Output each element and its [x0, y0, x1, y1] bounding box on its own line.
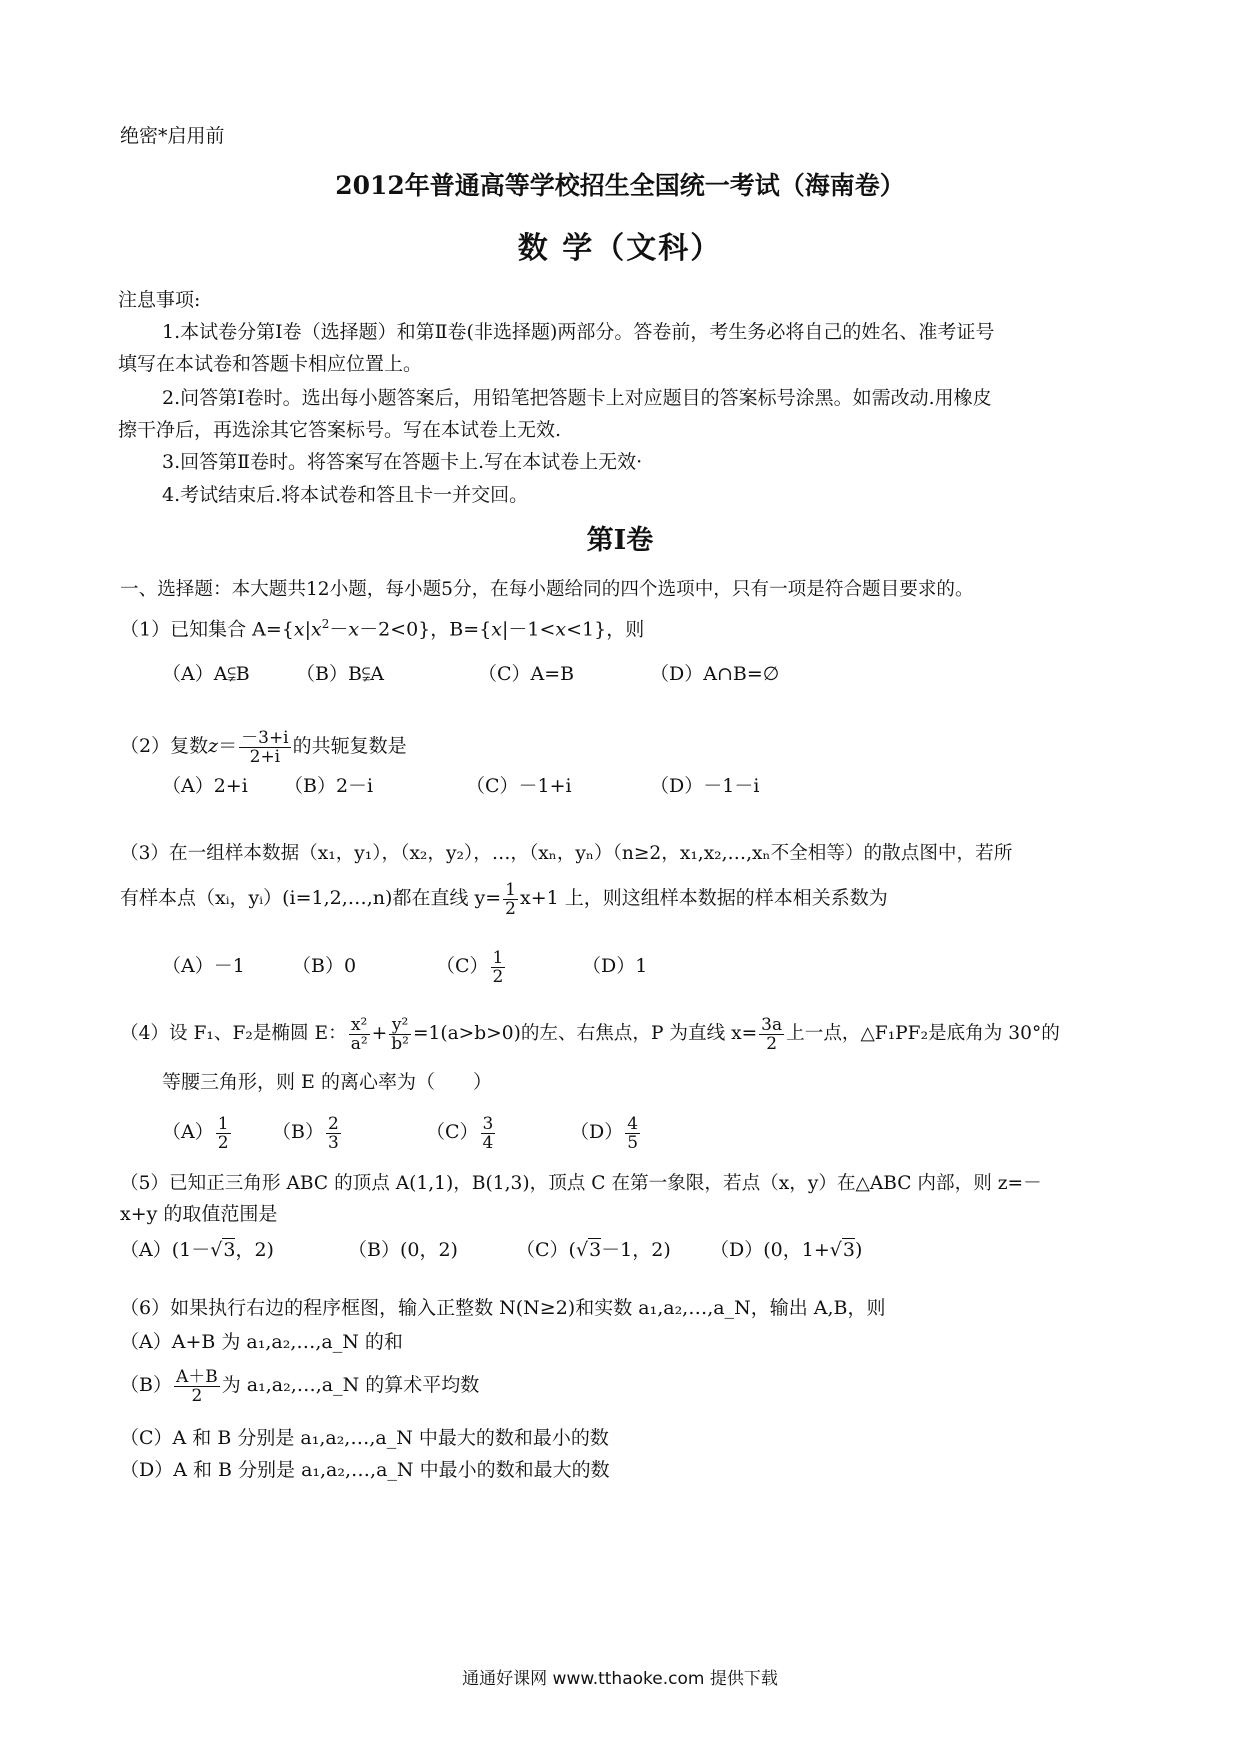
q1-option-a: （A）A⫋B: [162, 663, 250, 685]
q4-b-denominator: 3: [327, 1132, 339, 1153]
q3-c-denominator: 2: [492, 966, 504, 987]
q4-option-b: [272, 1106, 343, 1158]
q4-fraction-x: [349, 1016, 370, 1053]
note-1-line-2: 填写在本试卷和答题卡相应位置上。: [118, 353, 423, 375]
sqrt-symbol: √3: [575, 1239, 602, 1261]
q4-text: （4）设 F₁、F₂是椭圆 E：: [120, 1023, 347, 1044]
q4-d-numerator: 4: [627, 1113, 639, 1134]
q5-a-text: （A）(1－: [120, 1239, 211, 1261]
question-4-stem: [120, 1006, 1060, 1062]
q3-denominator: 2: [505, 898, 516, 919]
part-1-heading: 第Ⅰ卷: [586, 525, 654, 556]
q4-option-a: [162, 1106, 233, 1158]
q4-denominator: b²: [391, 1033, 409, 1054]
q4-a-denominator: 2: [217, 1132, 229, 1153]
q3-c-numerator: 1: [492, 947, 504, 968]
q4-option-c: [426, 1106, 497, 1158]
q6-option-b: [120, 1360, 479, 1410]
q1-option-b: （B）B⫋A: [296, 663, 385, 685]
q4-text: +: [371, 1023, 388, 1044]
q4-c-fraction: [481, 1115, 496, 1152]
q3-option-c: [436, 940, 507, 992]
q4-d-denominator: 5: [627, 1132, 639, 1153]
q5-option-c: [516, 1238, 671, 1262]
q4-a-fraction: [216, 1115, 231, 1152]
q5-a-text: ，2): [235, 1239, 274, 1261]
subject-title: 数 学（文科）: [517, 231, 723, 266]
q6-b-label: （B）: [120, 1374, 172, 1396]
q1-sup: 2: [321, 617, 330, 631]
q1-var: x: [555, 618, 567, 641]
q2-text: （2）复数: [120, 735, 209, 757]
question-3-line-1: （3）在一组样本数据（x₁，y₁），（x₂，y₂），…，（xₙ，yₙ）（n≥2，x₁,x₂,…,xₙ不全相等）的散点图中，若所: [120, 843, 1013, 864]
q3-fraction: [503, 881, 518, 918]
note-1-line-1: 1.本试卷分第Ⅰ卷（选择题）和第Ⅱ卷(非选择题)两部分。答卷前，考生务必将自己的姓名、准考证号: [162, 321, 995, 343]
q3-text: x+1 上，则这组样本数据的样本相关系数为: [519, 887, 888, 909]
q4-option-d: [570, 1106, 642, 1158]
q4-b-numerator: 2: [327, 1113, 339, 1134]
question-4-line-2: 等腰三角形，则 E 的离心率为（ ）: [162, 1071, 492, 1093]
q4-b-label: （B）: [272, 1121, 324, 1143]
q4-a-numerator: 1: [217, 1113, 229, 1134]
q5-option-a: [120, 1238, 274, 1262]
q1-text: <1}，则: [566, 618, 645, 641]
q4-c-numerator: 3: [482, 1113, 494, 1134]
q3-text: 有样本点（xᵢ，yᵢ）(i=1,2,…,n)都在直线 y=: [120, 887, 502, 909]
q4-fraction-y: [389, 1016, 411, 1053]
q5-c-radicand: 3: [589, 1239, 602, 1261]
q5-d-text: ): [854, 1239, 863, 1261]
q3-c-label: （C）: [436, 955, 489, 977]
q3-c-fraction: [491, 949, 506, 986]
q4-denominator: 2: [766, 1033, 778, 1054]
notes-heading: 注息事项:: [118, 289, 201, 311]
sqrt-symbol: √3: [829, 1239, 855, 1261]
q2-text: 的共轭复数是: [292, 735, 407, 757]
q4-numerator: 3a: [761, 1014, 783, 1035]
q5-c-text: －1，2): [601, 1239, 671, 1261]
q1-var: x: [310, 618, 322, 641]
q1-text: |－1<: [501, 618, 556, 641]
page-footer: 通通好课网 www.tthaoke.com 提供下载: [462, 1669, 778, 1689]
q1-text: |: [304, 618, 311, 641]
q5-option-d: [710, 1238, 862, 1262]
q2-text: ＝: [218, 735, 238, 757]
q4-c-label: （C）: [426, 1121, 479, 1143]
q2-fraction: [239, 729, 291, 766]
q2-numerator: －3+i: [241, 727, 289, 748]
q6-b-denominator: 2: [191, 1385, 203, 1406]
note-4: 4.考试结束后.将本试卷和答且卡一并交回。: [162, 484, 529, 506]
q4-denominator: a²: [350, 1033, 368, 1054]
q1-text: －: [329, 618, 349, 641]
q5-d-text: （D）(0，1+: [710, 1239, 830, 1261]
q4-d-label: （D）: [570, 1121, 624, 1143]
q4-d-fraction: [625, 1115, 640, 1152]
q6-b-text: 为 a₁,a₂,…,a_N 的算术平均数: [221, 1374, 480, 1396]
question-3-line-2: [120, 872, 888, 924]
note-2-line-1: 2.问答第Ⅰ卷时。选出每小题答案后，用铅笔把答题卡上对应题目的答案标号涂黑。如需改动.用橡皮: [162, 387, 992, 409]
q2-option-b: （B）2－i: [284, 775, 374, 797]
q4-b-fraction: [326, 1115, 341, 1152]
q4-text: 上一点，△F₁PF₂是底角为 30°的: [786, 1023, 1060, 1044]
sqrt-symbol: √3: [210, 1239, 236, 1261]
q2-option-c: （C）－1+i: [466, 775, 572, 797]
q2-var: z: [208, 735, 219, 757]
note-3: 3.回答第Ⅱ卷时。将答案写在答题卡上.写在本试卷上无效·: [162, 451, 643, 473]
q4-c-denominator: 4: [482, 1132, 494, 1153]
q5-c-text: （C）(: [516, 1239, 576, 1261]
question-2-stem: [120, 716, 407, 776]
q6-option-c: （C）A 和 B 分别是 a₁,a₂,…,a_N 中最大的数和最小的数: [120, 1427, 609, 1449]
secret-label: 绝密*启用前: [120, 125, 225, 147]
q3-option-a: （A）－1: [162, 955, 245, 977]
q6-b-numerator: A＋B: [175, 1366, 218, 1387]
question-5-line-2: x+y 的取值范围是: [120, 1203, 278, 1225]
q5-option-b: （B）(0，2): [348, 1239, 458, 1261]
exam-title: 2012年普通高等学校招生全国统一考试（海南卷）: [335, 171, 905, 200]
q1-text: －2<0}，B={: [359, 618, 492, 641]
q6-option-d: （D）A 和 B 分别是 a₁,a₂,…,a_N 中最小的数和最大的数: [120, 1459, 610, 1481]
q6-b-fraction: [174, 1368, 220, 1405]
q6-option-a: （A）A+B 为 a₁,a₂,…,a_N 的和: [120, 1331, 403, 1353]
section-instructions: 一、选择题：本大题共12小题，每小题5分，在每小题给同的四个选项中，只有一项是符合题目要求的。: [120, 579, 974, 600]
q1-option-c: （C）A=B: [478, 663, 575, 685]
question-6-stem: （6）如果执行右边的程序框图，输入正整数 N(N≥2)和实数 a₁,a₂,…,a_N，输出 A,B，则: [120, 1297, 886, 1319]
q3-numerator: 1: [505, 879, 516, 900]
q2-denominator: 2+i: [249, 746, 281, 767]
q1-var: x: [491, 618, 502, 641]
q1-option-d: （D）A∩B=∅: [650, 663, 780, 685]
q4-numerator: y²: [389, 1016, 411, 1035]
q2-option-a: （A）2+i: [162, 775, 248, 797]
q3-option-b: （B）0: [292, 955, 357, 977]
q1-var: x: [293, 618, 305, 641]
q4-fraction-line: [759, 1016, 784, 1053]
q3-option-d: （D）1: [582, 955, 648, 977]
q1-var: x: [348, 618, 360, 641]
q2-option-d: （D）－1－i: [650, 775, 760, 797]
q1-text: （1）已知集合 A={: [120, 618, 294, 641]
note-2-line-2: 擦干净后，再选涂其它答案标号。写在本试卷上无效.: [118, 419, 562, 441]
q4-a-label: （A）: [162, 1121, 214, 1143]
q5-a-radicand: 3: [223, 1239, 236, 1261]
question-1-stem: [120, 612, 644, 641]
question-5-line-1: （5）已知正三角形 ABC 的顶点 A(1,1)，B(1,3)，顶点 C 在第一象限，若点（x，y）在△ABC 内部，则 z=－: [120, 1173, 1042, 1194]
q5-d-radicand: 3: [842, 1239, 855, 1261]
q4-text: =1(a>b>0)的左、右焦点，P 为直线 x=: [412, 1023, 758, 1044]
q4-numerator: x²: [349, 1016, 370, 1035]
